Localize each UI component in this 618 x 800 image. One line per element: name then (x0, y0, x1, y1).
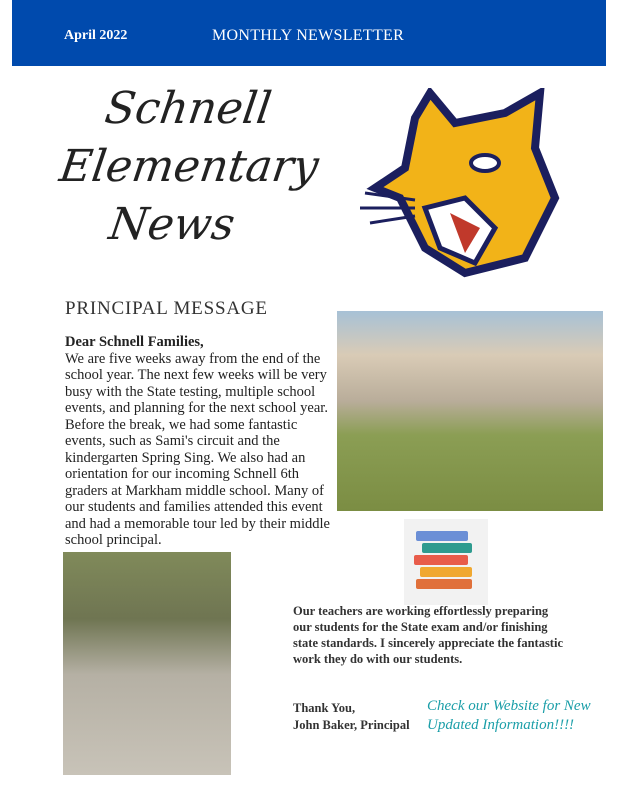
students-outdoor-reading-photo (337, 311, 603, 511)
signature: John Baker, Principal (293, 718, 410, 732)
title-line: News (105, 199, 238, 250)
title-line: Elementary (56, 141, 322, 192)
teachers-message: Our teachers are working effortlessly preparing our students for the State exam and/or finishing state standards. I sincerely appreciate the fantastic work they do with our students. (293, 604, 563, 666)
header-banner (12, 0, 606, 66)
title-line: Schnell (101, 83, 275, 134)
website-callout: Check our Website for New Updated Information!!!! (427, 698, 591, 733)
newsletter-label: MONTHLY NEWSLETTER (212, 27, 405, 44)
bobcat-mascot-logo (355, 88, 565, 278)
student-reading-photo (63, 552, 231, 775)
section-heading: PRINCIPAL MESSAGE (65, 298, 268, 319)
signoff (293, 700, 410, 734)
issue-date: April 2022 (64, 28, 128, 43)
message-body: We are five weeks away from the end of the school year. The next few weeks will be very busy with the State testing, multiple school events, and planning for the next school year. Before the break, we had some fantastic events, such as Sami's circuit and the kindergarten Spring Sing. We also had an orientation for our incoming Schnell 6th graders at Markham middle school. Many of our students and families attended this event and had a memorable tour led by their middle school principal. (65, 350, 330, 548)
thanks-text: Thank You, (293, 701, 356, 715)
books-icon (404, 519, 488, 605)
principal-message (65, 334, 333, 549)
newsletter-title (48, 80, 322, 254)
greeting: Dear Schnell Families, (65, 334, 204, 350)
